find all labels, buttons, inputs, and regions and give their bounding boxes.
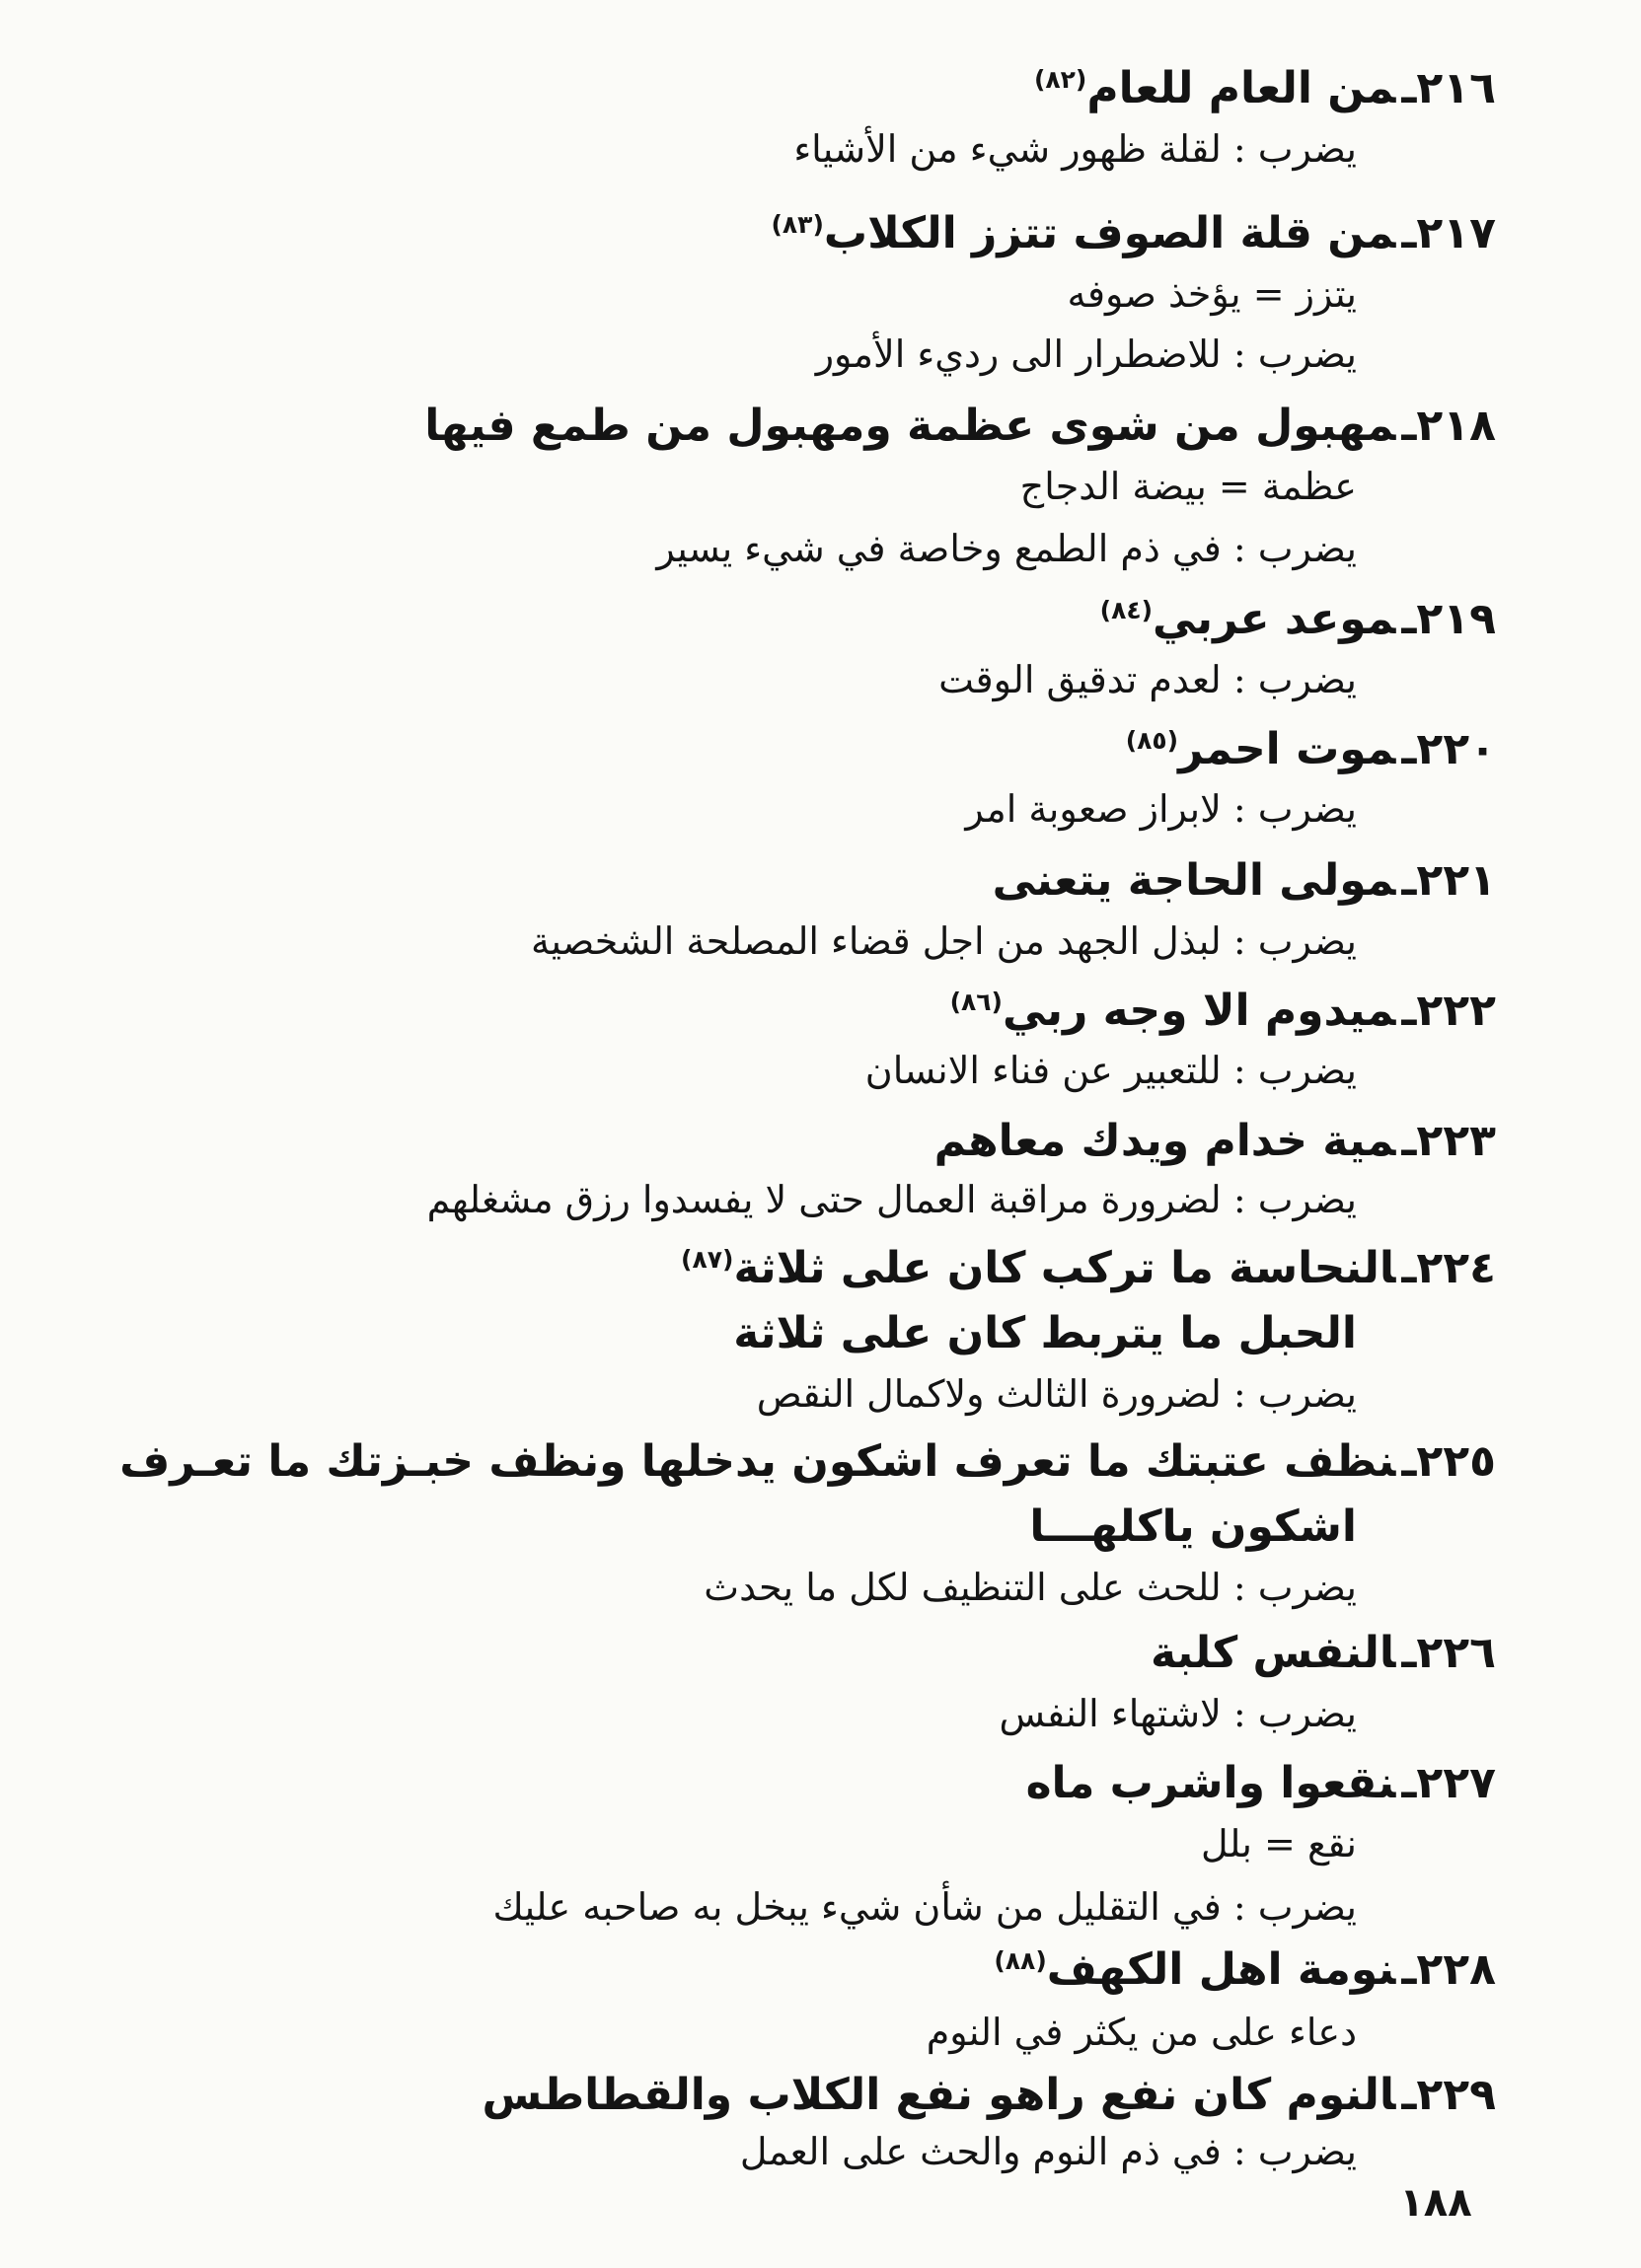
proverb-usage: يضرب : لاشتهاء النفس [999,1692,1357,1735]
proverb-number: ٢٢٤ـ [1401,1243,1496,1293]
proverb-number: ٢٢٠ـ [1401,724,1496,774]
footnote-ref: (٨٧) [681,1245,734,1274]
proverb-usage: يضرب : لابراز صعوبة امر [965,787,1357,831]
proverb-text: موعد عربي [1153,594,1396,644]
proverb-heading [0,986,1641,1036]
proverb-heading [0,1436,1641,1487]
proverb-gloss: عظمة = بيضة الدجاج [1019,465,1357,508]
proverb-heading [0,1944,1641,1995]
proverb-number: ٢٢٢ـ [1401,986,1496,1036]
proverb-usage: يضرب : لبذل الجهد من اجل قضاء المصلحة الشخصية [530,919,1357,963]
proverb-number: ٢٢٥ـ [1401,1436,1496,1487]
proverb-heading [0,63,1641,113]
proverb-continuation: اشكون ياكلهـــا [1029,1501,1357,1552]
proverb-usage: يضرب : للتعبير عن فناء الانسان [864,1049,1357,1092]
proverb-text: النحاسة ما تركب كان على ثلاثة [733,1243,1396,1293]
proverb-usage: يضرب : لضرورة الثالث ولاكمال النقص [756,1372,1357,1416]
proverb-usage: يضرب : للحث على التنظيف لكل ما يحدث [704,1566,1357,1609]
proverb-text: من العام للعام [1086,63,1396,113]
proverb-usage: يضرب : لعدم تدقيق الوقت [938,658,1357,701]
proverb-heading [0,724,1641,774]
proverb-number: ٢١٨ـ [1401,401,1496,451]
page-number: ١٨٨ [1399,2180,1472,2226]
proverb-heading [0,855,1641,906]
proverb-text: النوم كان نفع راهو نفع الكلاب والقطاطس [482,2070,1396,2120]
proverb-number: ٢٢٨ـ [1401,1944,1496,1995]
proverb-text: النفس كلبة [1150,1628,1396,1678]
proverb-number: ٢٢١ـ [1401,855,1496,906]
proverb-text: نقعوا واشرب ماه [1025,1758,1396,1808]
proverb-text: نظف عتبتك ما تعرف اشكون يدخلها ونظف خبـزتك ما تعـرف [119,1436,1396,1487]
proverb-heading [0,1758,1641,1808]
proverb-usage: يضرب : في ذم الطمع وخاصة في شيء يسير [656,527,1357,570]
proverb-text: مولى الحاجة يتعنى [992,855,1396,906]
proverb-text: مية خدام ويدك معاهم [933,1116,1396,1166]
footnote-ref: (٨٨) [994,1946,1047,1975]
proverb-usage: يضرب : في التقليل من شأن شيء يبخل به صاحبه عليك [492,1885,1357,1929]
proverb-number: ٢١٦ـ [1401,63,1496,113]
footnote-ref: (٨٤) [1099,596,1154,624]
proverb-number: ٢٢٣ـ [1401,1116,1496,1166]
proverb-usage: دعاء على من يكثر في النوم [926,2011,1357,2054]
proverb-number: ٢١٧ـ [1401,208,1496,258]
proverb-usage: يضرب : لقلة ظهور شيء من الأشياء [793,127,1357,171]
proverb-heading [0,401,1641,451]
proverb-heading [0,208,1641,258]
proverb-text: نومة اهل الكهف [1046,1944,1396,1995]
footnote-ref: (٨٣) [771,210,824,239]
proverb-text: مهبول من شوى عظمة ومهبول من طمع فيها [424,401,1396,451]
proverb-heading [0,1116,1641,1166]
proverb-heading [0,1243,1641,1293]
footnote-ref: (٨٢) [1033,65,1087,94]
proverb-heading [0,2070,1641,2120]
proverb-usage: يضرب : للاضطرار الى رديء الأمور [815,332,1357,376]
proverb-gloss: نقع = بلل [1201,1822,1357,1866]
proverb-number: ٢٢٦ـ [1401,1628,1496,1678]
footnote-ref: (٨٥) [1125,726,1179,755]
proverb-text: موت احمر [1178,724,1396,774]
proverb-number: ٢١٩ـ [1401,594,1496,644]
proverb-text: من قلة الصوف تتزز الكلاب [823,208,1396,258]
proverb-text: ميدوم الا وجه ربي [1002,986,1396,1036]
proverb-continuation: الحبل ما يتربط كان على ثلاثة [733,1308,1357,1358]
proverb-usage: يضرب : في ذم النوم والحث على العمل [739,2130,1357,2173]
proverb-number: ٢٢٩ـ [1401,2070,1496,2120]
proverb-gloss: يتزز = يؤخذ صوفه [1067,272,1357,316]
proverb-usage: يضرب : لضرورة مراقبة العمال حتى لا يفسدوا رزق مشغلهم [426,1178,1357,1221]
footnote-ref: (٨٦) [949,988,1003,1016]
proverb-number: ٢٢٧ـ [1401,1758,1496,1808]
proverb-heading [0,594,1641,644]
proverb-heading [0,1628,1641,1678]
